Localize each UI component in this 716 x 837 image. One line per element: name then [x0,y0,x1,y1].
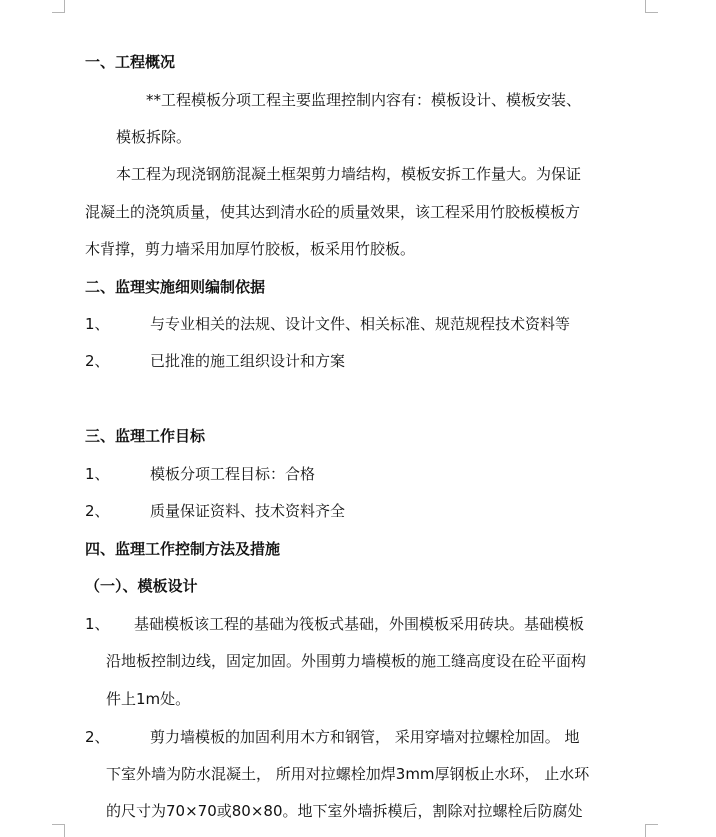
paragraph-line: 模板拆除。 [116,128,192,146]
list-number: 2、 [85,352,110,370]
list-item: 已批准的施工组织设计和方案 [150,352,346,370]
paragraph-line: 混凝土的浇筑质量，使其达到清水砼的质量效果，该工程采用竹胶板模板方 [85,203,581,221]
list-number: 1、 [85,465,110,483]
paragraph-line: **工程模板分项工程主要监理控制内容有：模板设计、模板安装、 [146,91,582,109]
section-heading: 三、监理工作目标 [85,427,206,445]
list-item-line: 下室外墙为防水混凝土， 所用对拉螺栓加焊3mm厚钢板止水环， 止水环 [106,765,590,783]
list-item-line: 的尺寸为70×70或80×80。地下室外墙拆模后，割除对拉螺栓后防腐处 [106,802,583,820]
list-number: 2、 [85,502,110,520]
list-item-line: 沿地板控制边线，固定加固。外围剪力墙模板的施工缝高度设在砼平面构 [106,652,587,670]
page-corner-mark [52,0,65,13]
subsection-heading: （一）、模板设计 [85,577,198,595]
list-number: 2、 [85,728,110,746]
section-heading: 二、监理实施细则编制依据 [85,278,266,296]
paragraph-line: 本工程为现浇钢筋混凝土框架剪力墙结构，模板安拆工作量大。为保证 [116,165,582,183]
page-corner-mark [645,0,658,13]
list-item-line: 剪力墙模板的加固利用木方和钢管， 采用穿墙对拉螺栓加固。 地 [150,728,580,746]
section-heading: 一、工程概况 [85,53,176,71]
page-corner-mark [52,824,65,837]
section-heading: 四、监理工作控制方法及措施 [85,540,281,558]
list-number: 1、 [85,315,110,333]
list-item: 与专业相关的法规、设计文件、相关标准、规范规程技术资料等 [150,315,571,333]
page-corner-mark [645,824,658,837]
list-item-line: 基础模板该工程的基础为筏板式基础，外围模板采用砖块。基础模板 [134,615,585,633]
list-item: 模板分项工程目标：合格 [150,465,316,483]
paragraph-line: 木背撑，剪力墙采用加厚竹胶板，板采用竹胶板。 [85,240,416,258]
list-number: 1、 [85,615,110,633]
list-item-line: 件上1m处。 [106,690,191,708]
list-item: 质量保证资料、技术资料齐全 [150,502,346,520]
